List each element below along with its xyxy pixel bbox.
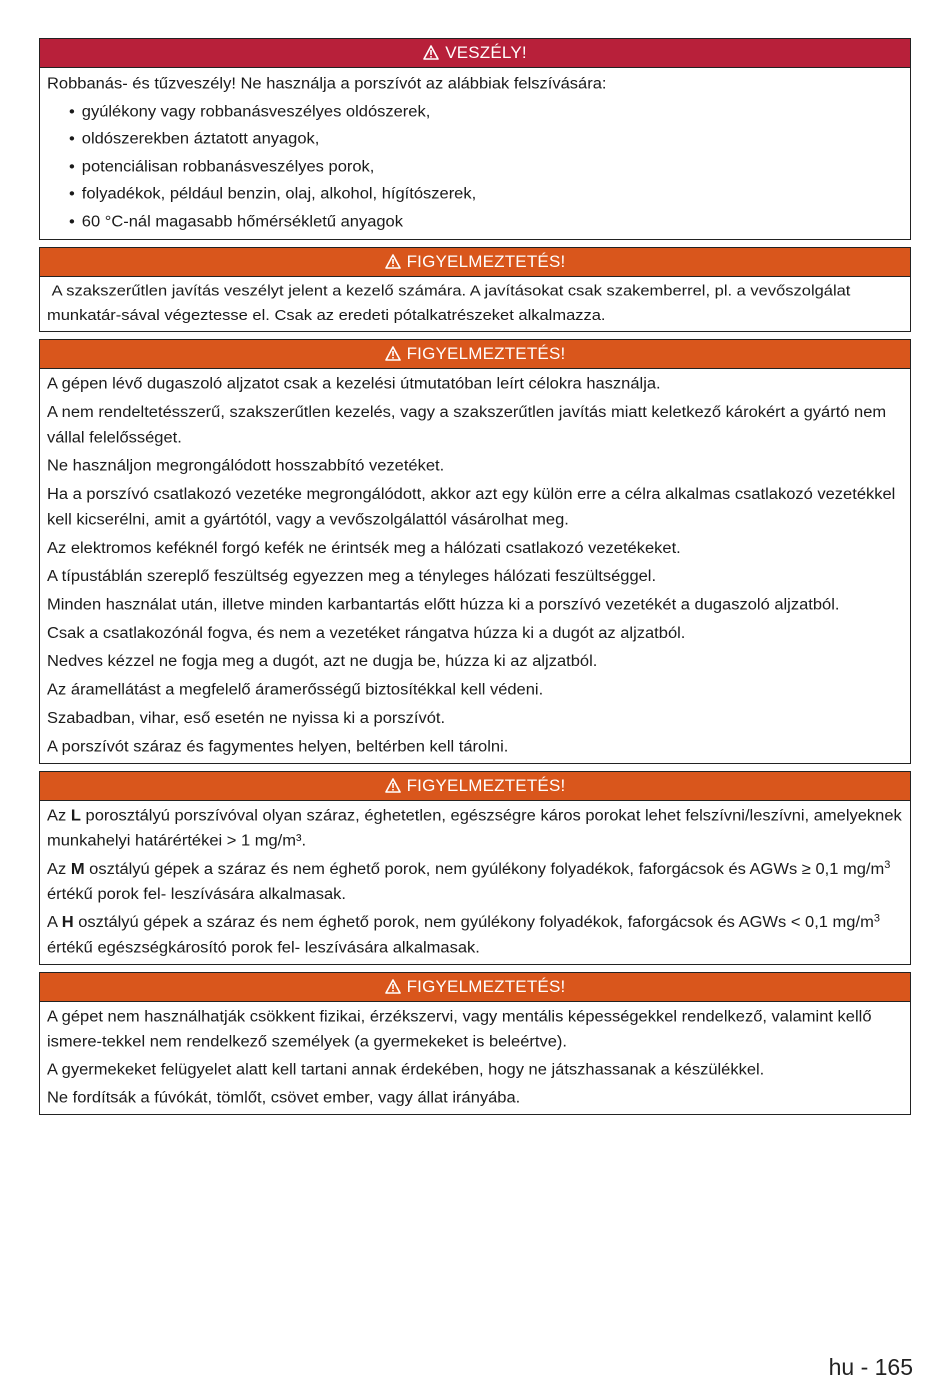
list-item: • potenciálisan robbanásveszélyes porok,: [69, 153, 902, 181]
class-M-paragraph: Az M osztályú gépek a száraz és nem éghető porok, nem gyúlékony folyadékok, faforgácsok és AGWs ≥ 0,1 $mg/m^3$ értékű porok fel- leszívására alkalmasak.: [47, 859, 891, 903]
paragraph: A gyermekeket felügyelet alatt kell tartani annak érdekében, hogy ne játszhassanak a készülékkel.: [47, 1060, 765, 1079]
list-item: • oldószerekben áztatott anyagok,: [69, 125, 902, 153]
warning-body: [40, 277, 910, 331]
paragraph: A gépen lévő dugaszoló aljzatot csak a kezelési útmutatóban leírt célokra használja.: [47, 374, 661, 393]
warning-header: [40, 340, 910, 369]
paragraph: A típustáblán szereplő feszültség egyezzen meg a tényleges hálózati feszültséggel.: [47, 567, 657, 586]
paragraph: Nedves kézzel ne fogja meg a dugót, azt ne dugja be, húzza ki az aljzatból.: [47, 652, 598, 671]
paragraph: Az áramellátást a megfelelő áramerősségű biztosítékkal kell védeni.: [47, 680, 544, 699]
warning-triangle-icon: [385, 254, 401, 269]
warning-box-persons: [39, 972, 911, 1115]
warning-box-dust-classes: [39, 771, 911, 965]
warning-triangle-icon: [385, 346, 401, 361]
paragraph: A porszívót száraz és fagymentes helyen, beltérben kell tárolni.: [47, 737, 509, 756]
class-L-paragraph: Az L porosztályú porszívóval olyan száraz, éghetetlen, egészségre káros porokat lehet felszívni/leszívni, amelyeknek munkahelyi határértékei > 1 mg/m³.: [47, 806, 902, 850]
danger-body: [40, 68, 910, 239]
class-H-paragraph: A H osztályú gépek a száraz és nem éghető porok, nem gyúlékony folyadékok, faforgácsok és AGWs < 0,1 $mg/m^3$ értékű egészségkárosító porok fel- leszívására alkalmasak.: [47, 912, 880, 957]
warning-title: FIGYELMEZTETÉS!: [406, 977, 566, 996]
warning-body: [40, 369, 910, 763]
warning-header: [40, 973, 910, 1002]
list-item: • 60 °C-nál magasabb hőmérsékletű anyagok: [69, 208, 902, 236]
paragraph: Szabadban, vihar, eső esetén ne nyissa ki a porszívót.: [47, 709, 446, 727]
warning-body: [40, 801, 910, 964]
warning-box-repair: [39, 247, 911, 332]
paragraph: A nem rendeltetésszerű, szakszerűtlen kezelés, vagy a szakszerűtlen javítás miatt keletkező károkért a gyártó nem vállal felelősséget.: [47, 403, 887, 447]
danger-box: [39, 38, 911, 240]
warning-triangle-icon: [385, 979, 401, 994]
warning-triangle-icon: [423, 45, 439, 60]
warning-header: [40, 248, 910, 277]
paragraph: A szakszerűtlen javítás veszélyt jelent a kezelő számára. A javításokat csak szakemberrel, pl. a vevőszolgálat munkatár-sával végeztesse el. Csak az eredeti pótalkatrészeket alkalmazza.: [47, 282, 855, 324]
warning-title: FIGYELMEZTETÉS!: [406, 776, 566, 795]
warning-title: FIGYELMEZTETÉS!: [406, 344, 566, 363]
warning-header: [40, 772, 910, 801]
paragraph: Az elektromos keféknél forgó kefék ne érintsék meg a hálózati csatlakozó vezetékeket.: [47, 539, 681, 557]
page-number: hu - 165: [828, 1354, 913, 1380]
paragraph: Ha a porszívó csatlakozó vezetéke megrongálódott, akkor azt egy külön erre a célra alkalmas csatlakozó vezetékkel kell kicserélni, amit a gyártótól, vagy a vevőszolgálattól vásárolhat meg.: [47, 485, 896, 529]
danger-header: [40, 39, 910, 68]
warning-box-electrical: [39, 339, 911, 764]
warning-body: [40, 1002, 910, 1114]
paragraph: Csak a csatlakozónál fogva, és nem a vezetéket rángatva húzza ki a dugót az aljzatból.: [47, 624, 686, 642]
paragraph: Ne használjon megrongálódott hosszabbító vezetéket.: [47, 456, 445, 475]
danger-intro: Robbanás- és tűzveszély! Ne használja a porszívót az alábbiak felszívására:: [47, 74, 607, 93]
list-item: • gyúlékony vagy robbanásveszélyes oldószerek,: [69, 97, 902, 125]
paragraph: Ne fordítsák a fúvókát, tömlőt, csövet ember, vagy állat irányába.: [47, 1088, 521, 1107]
paragraph: Minden használat után, illetve minden karbantartás előtt húzza ki a porszívó vezetékét a dugaszoló aljzatból.: [47, 595, 840, 614]
warning-title: FIGYELMEZTETÉS!: [406, 252, 566, 271]
warning-triangle-icon: [385, 778, 401, 793]
danger-list: [47, 97, 902, 235]
danger-title: VESZÉLY!: [445, 43, 527, 62]
paragraph: A gépet nem használhatják csökkent fizikai, érzékszervi, vagy mentális képességekkel rendelkező, valamint kellő ismere-tekkel nem rendelkező személyek (a gyermekeket is beleértve).: [47, 1007, 872, 1051]
list-item: • folyadékok, például benzin, olaj, alkohol, hígítószerek,: [69, 180, 902, 208]
